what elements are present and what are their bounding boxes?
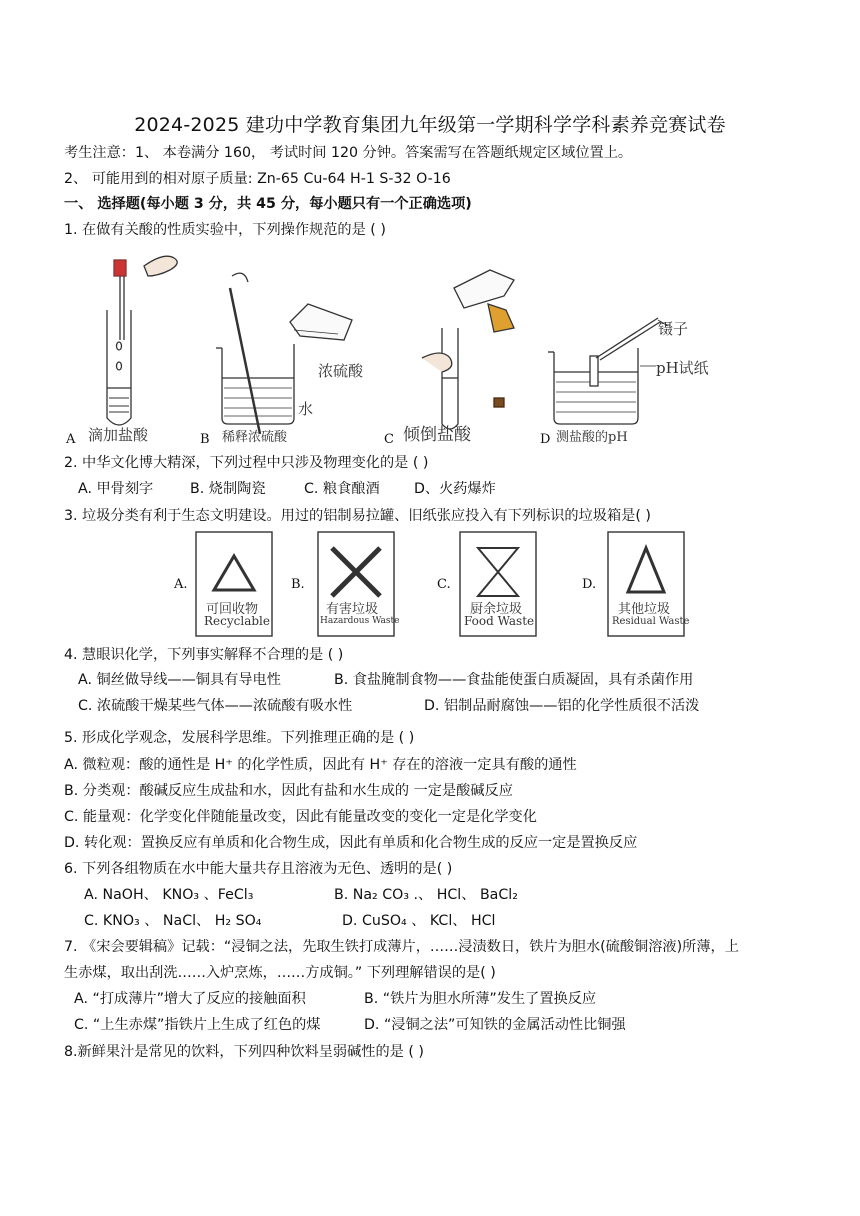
- q3-stem: 3. 垃圾分类有利于生态文明建设。用过的铝制易拉罐、旧纸张应投入有下列标识的垃圾箱是( ): [64, 508, 651, 524]
- q2-option-c: C. 粮食酿酒: [304, 481, 380, 497]
- q1-b-drawing: [216, 273, 352, 434]
- q3-bin-a-letter: A.: [174, 577, 188, 592]
- q7-option-a: A. “打成薄片”增大了反应的接触面积: [74, 991, 306, 1007]
- q1-b-caption: 稀释浓硫酸: [222, 430, 288, 445]
- q7-stem-line-2: 生赤煤，取出刮洗……入炉烹炼，……方成铜。” 下列理解错误的是( ): [64, 965, 496, 981]
- q7-option-b: B. “铁片为胆水所薄”发生了置换反应: [364, 991, 597, 1007]
- q3-bin-c-cn: 厨余垃圾: [470, 602, 523, 617]
- q3-bin-d-letter: D.: [582, 577, 597, 592]
- q3-bin-a-en: Recyclable: [204, 614, 270, 628]
- q1-b-acid-label: 浓硫酸: [318, 362, 364, 380]
- q1-d-caption: 测盐酸的pH: [556, 430, 628, 445]
- q6-stem: 6. 下列各组物质在水中能大量共存且溶液为无色、透明的是( ): [64, 861, 453, 877]
- q4-option-a: A. 铜丝做导线——铜具有导电性: [78, 672, 281, 688]
- q6-option-a: A. NaOH、 KNO₃ 、FeCl₃: [84, 887, 254, 903]
- exam-title: 2024-2025 建功中学教育集团九年级第一学期科学学科素养竞赛试卷: [134, 114, 726, 136]
- q8-stem: 8.新鲜果汁是常见的饮料，下列四种饮料呈弱碱性的是 ( ): [64, 1044, 424, 1060]
- q3-bin-a-cn: 可回收物: [206, 602, 259, 617]
- q7-stem-line-1: 7. 《宋会要辑稿》记载：“浸铜之法，先取生铁打成薄片，……浸渍数日，铁片为胆水(硫酸铜溶液)所薄，上: [64, 939, 739, 955]
- q1-d-ph-paper-label: pH试纸: [656, 359, 709, 377]
- q3-bin-d-en: Residual Waste: [612, 616, 690, 627]
- q5-stem: 5. 形成化学观念，发展科学思维。下列推理正确的是 ( ): [64, 730, 415, 746]
- q5-option-a: A. 微粒观：酸的通性是 H⁺ 的化学性质，因此有 H⁺ 存在的溶液一定具有酸的通性: [64, 757, 577, 773]
- q1-a-caption: 滴加盐酸: [88, 426, 149, 444]
- q1-c-caption: 倾倒盐酸: [403, 425, 471, 445]
- q4-stem: 4. 慧眼识化学，下列事实解释不合理的是 ( ): [64, 647, 344, 663]
- q1-d-drawing: [548, 318, 668, 424]
- q5-option-c: C. 能量观：化学变化伴随能量改变，因此有能量改变的变化一定是化学变化: [64, 809, 537, 825]
- q3-bin-c-en: Food Waste: [464, 614, 535, 628]
- q1-d-letter: D: [540, 432, 551, 447]
- q1-b-water-label: 水: [298, 400, 314, 418]
- notice-line-2: 2、 可能用到的相对原子质量: Zn-65 Cu-64 H-1 S-32 O-16: [64, 171, 451, 187]
- q3-bin-b-letter: B.: [291, 577, 305, 592]
- section-1-heading: 一、 选择题(每小题 3 分，共 45 分，每小题只有一个正确选项): [64, 196, 472, 212]
- q4-option-c: C. 浓硫酸干燥某些气体——浓硫酸有吸水性: [78, 698, 353, 714]
- q1-b-letter: B: [200, 432, 210, 447]
- q1-illustrations: [62, 248, 762, 448]
- q4-option-b: B. 食盐腌制食物——食盐能使蛋白质凝固，具有杀菌作用: [334, 672, 694, 688]
- q6-option-c: C. KNO₃ 、 NaCl、 H₂ SO₄: [84, 913, 262, 929]
- q7-option-d: D. “浸铜之法”可知铁的金属活动性比铜强: [364, 1017, 626, 1033]
- q6-option-b: B. Na₂ CO₃ .、 HCl、 BaCl₂: [334, 887, 518, 903]
- q1-stem: 1. 在做有关酸的性质实验中，下列操作规范的是 ( ): [64, 222, 386, 238]
- q2-option-b: B. 烧制陶瓷: [190, 481, 266, 497]
- q3-bin-b-en: Hazardous Waste: [320, 616, 400, 626]
- q3-bin-d-cn: 其他垃圾: [618, 602, 671, 617]
- q7-option-c: C. “上生赤煤”指铁片上生成了红色的煤: [74, 1017, 321, 1033]
- q5-option-d: D. 转化观：置换反应有单质和化合物生成，因此有单质和化合物生成的反应一定是置换反应: [64, 835, 638, 851]
- q1-c-letter: C: [384, 432, 394, 447]
- q6-option-d: D. CuSO₄ 、 KCl、 HCl: [342, 913, 496, 929]
- q1-c-drawing: [422, 270, 514, 429]
- q1-a-drawing: [107, 256, 177, 425]
- q4-option-d: D. 铝制品耐腐蚀——铝的化学性质很不活泼: [424, 698, 700, 714]
- notice-line-1: 考生注意：1、 本卷满分 160， 考试时间 120 分钟。答案需写在答题纸规定区域位置上。: [64, 145, 633, 161]
- q2-option-a: A. 甲骨刻字: [78, 481, 154, 497]
- q5-option-b: B. 分类观：酸碱反应生成盐和水，因此有盐和水生成的 一定是酸碱反应: [64, 783, 513, 799]
- q1-figure: [62, 248, 762, 448]
- q1-a-letter: A: [66, 432, 76, 447]
- q2-option-d: D、火药爆炸: [414, 481, 496, 497]
- q1-d-tweezer-label: 镊子: [658, 320, 689, 338]
- q3-bin-c-letter: C.: [437, 577, 451, 592]
- q3-bin-b-cn: 有害垃圾: [326, 602, 379, 617]
- q2-stem: 2. 中华文化博大精深，下列过程中只涉及物理变化的是 ( ): [64, 455, 429, 471]
